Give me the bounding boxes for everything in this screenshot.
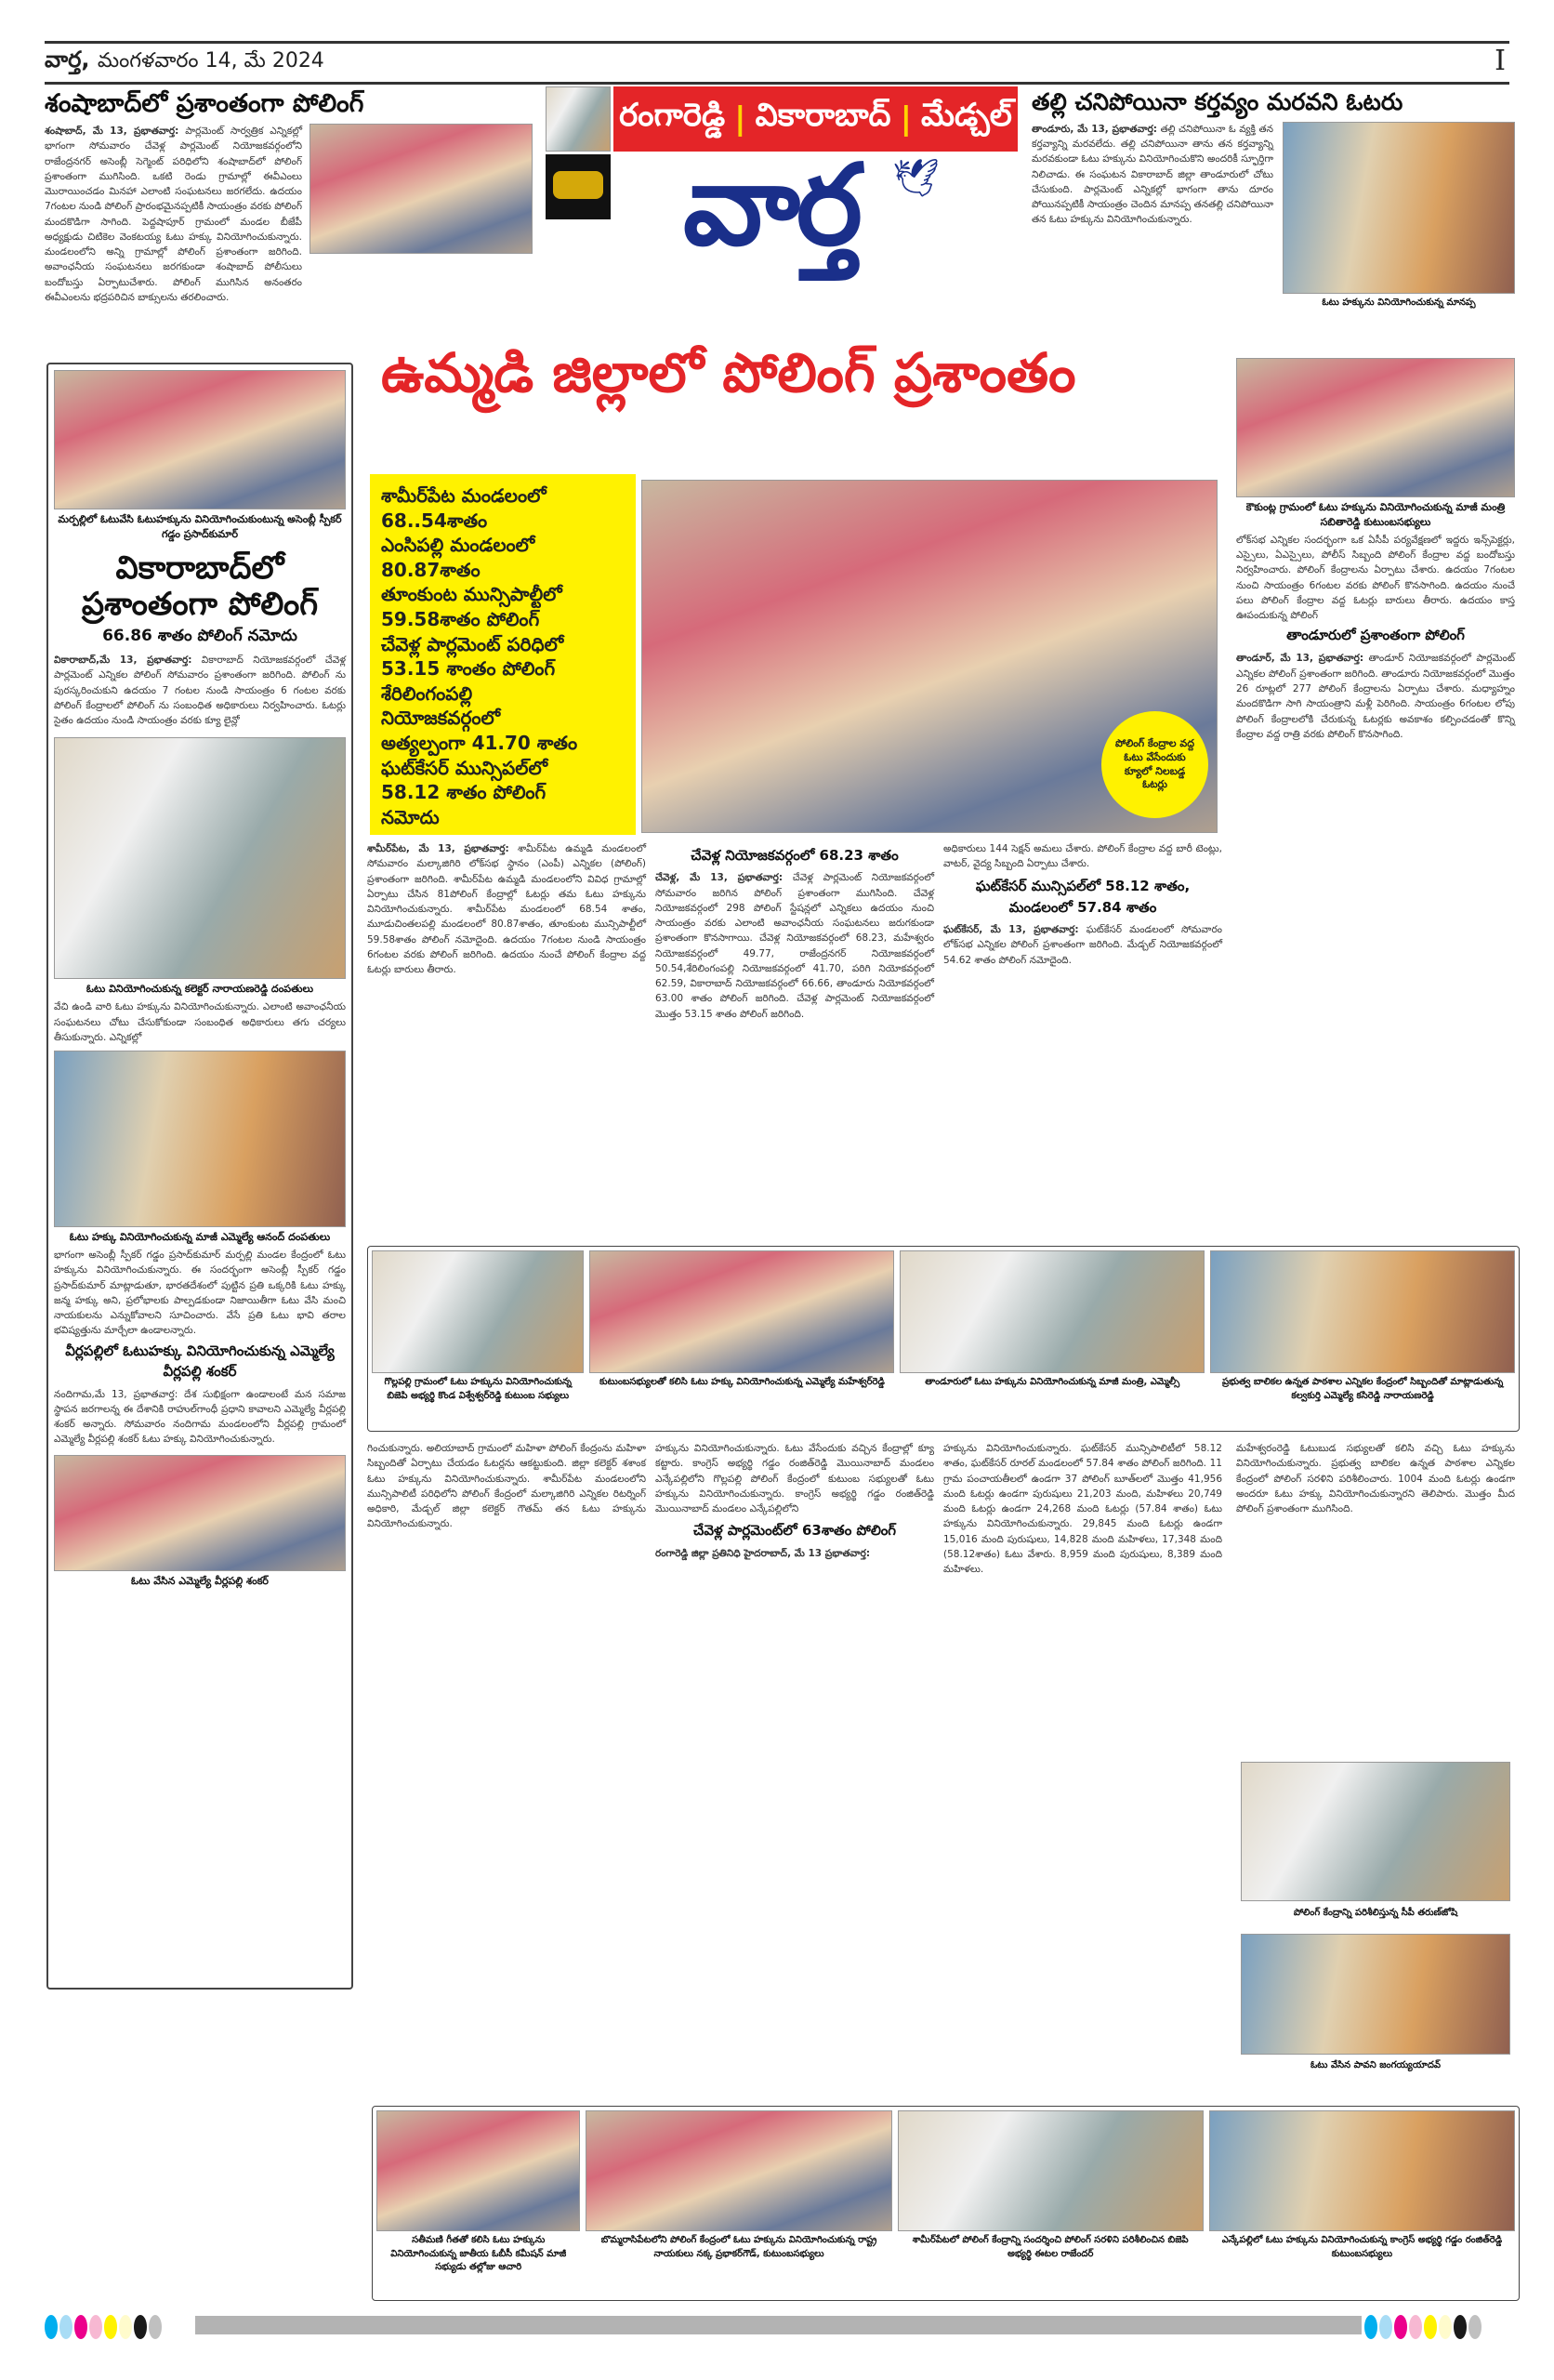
highlight-line: ఎంసిపల్లి మండలంలో xyxy=(381,534,535,557)
main-col-3 xyxy=(943,841,1222,968)
highlight-line: 80.87శాతం xyxy=(381,558,481,581)
photo-caption: ఎన్కేపల్లిలో ఓటు హక్కును వినియోగించుకున్న కాంగ్రెస్ అభ్యర్థి గడ్డం రంజిత్‌రెడ్డి కుటుంబసభ్యులు xyxy=(1221,2235,1503,2259)
photo-caption: ఓటు వేసిన ఎమ్మెల్యే వీర్లపల్లి శంకర్ xyxy=(131,1574,269,1587)
lower-col-2 xyxy=(655,1441,934,1561)
highlights-box xyxy=(370,474,636,835)
paper-name: వార్త xyxy=(45,46,82,73)
voter-photo xyxy=(1283,122,1515,294)
region-vikarabad: వికారాబాద్ xyxy=(755,97,891,134)
highlight-line: 58.12 శాతం పోలింగ్ xyxy=(381,781,547,804)
photo-caption: ఓటు వినియోగించుకున్న కలెక్టర్ నారాయణరెడ్డి దంపతులు xyxy=(86,983,314,996)
subheadline: వీర్లపల్లిలో ఓటుహక్కు వినియోగించుకున్న ఎమ్మెల్యే వీర్లపల్లి శంకర్ xyxy=(65,1342,335,1380)
story-body: వేచి ఉండి వారి ఓటు హక్కును వినియోగించుకున్నారు. ఎలాంటి అవాంఛనీయ సంఘటనలు చోటు చేసుకోకుండా సంబంధిత అధికారులు తగు చర్యలు తీసుకున్నారు. ఎన్నికల్లో xyxy=(54,1001,346,1043)
photo-caption: ఓటు వేసిన పావని జంగయ్యయాదవ్ xyxy=(1310,2060,1441,2070)
photo-caption: ఓటు హక్కును వినియోగించుకున్న మానప్ప xyxy=(1322,297,1476,308)
story-body: నందిగామ,మే 13, ప్రభాతవార్త: దేశ సుభిక్షంగా ఉండాలంటే మన సమాజ స్థాపన జరగాలన్న ఈ దేశానికి రాహుల్‌గాంధీ ప్రధాని కావాలని ఎమ్మెల్యే వీర్లపల్లి శంకర్ అన్నారు. సోమవారం నందిగామ మండలంలోని వీర్లపల్లి గ్రామంలో ఎమ్మెల్యే వీర్లపల్లి శంకర్ ఓటు హక్కు వినియోగించుకున్నారు. xyxy=(54,1388,346,1446)
photo-caption: గొల్లపల్లి గ్రామంలో ఓటు హక్కును వినియోగించుకున్న బిజెపి అభ్యర్థి కొండ విశ్వేశ్వర్‌రెడ్డి కుటుంబ సభ్యులు xyxy=(384,1377,572,1401)
right-column xyxy=(1236,358,1515,742)
story-body: హక్కును వినియోగించుకున్నారు. ఓటు వేసేందుకు వచ్చిన కేంద్రాల్లో క్యూ కట్టారు. కాంగ్రెస్ అభ్యర్థి గడ్డం రంజిత్‌రెడ్డి మొయినాబాద్ మండలం ఎన్కేపల్లిలోని గొల్లపల్లి పోలింగ్ కేంద్రంలో కుటుంబ సభ్యులతో ఓటు హక్కును వినియోగించుకున్నారు. కాంగ్రెస్ అభ్యర్థి గడ్డం రంజిత్‌రెడ్డి మొయినాబాద్ మండలం ఎన్కేపల్లిలోని xyxy=(655,1443,934,1515)
photo-caption: ఓటు హక్కు వినియోగించుకున్న మాజీ ఎమ్మెల్యే ఆనంద్ దంపతులు xyxy=(69,1231,331,1244)
highlight-line: తూంకుంట మున్సిపాల్టీలో xyxy=(381,583,562,606)
collector-photo xyxy=(54,737,346,979)
photo-badge: పోలింగ్ కేంద్రాల వద్ద ఓటు వేసేందుకు క్యూలో నిలబడ్డ ఓటర్లు xyxy=(1101,711,1208,818)
story-body: పార్లమెంట్ సార్వత్రిక ఎన్నికల్లో భాగంగా సోమవారం చేవెళ్ల పార్లమెంట్ నియోజకవర్గంలోని రాజేంద్రనగర్ అసెంబ్లీ సెగ్మెంట్ పరిధిలోని శంషాబాద్‌లో పోలింగ్ ప్రశాంతంగా ముగిసింది. ఒకటి రెండు గ్రామాల్లో ఈవీఎంలు మొరాయించడం మినహా ఎలాంటి సంఘటనలు జరగలేదు. ఉదయం 7గంటల నుండి పోలింగ్ ప్రారంభమైనప్పటికీ సాయంత్రం వరకు పోలింగ్ మందకొడిగా సాగింది. పెద్దషాపూర్ గ్రామంలో మండల బీజేపీ అధ్యక్షుడు చిటికెల వెంకటయ్య ఓటు హక్కు వినియోగించుకున్నారు. మండలంలోని అన్ని గ్రామాల్లో పోలింగ్ ప్రశాంతంగా జరిగింది. అవాంఛనీయ సంఘటనలు జరగకుండా శంషాబాద్ పోలీసులు బందోబస్తు ఏర్పాటుచేశారు. పోలింగ్ ముగిసిన అనంతరం ఈవీఎంలను భద్రపరిచిన బాక్సులను తరలించారు. xyxy=(45,126,302,303)
ranjith-family-photo xyxy=(1209,2110,1515,2231)
top-rule xyxy=(45,41,1509,44)
highlight-line: 59.58శాతం పోలింగ్ xyxy=(381,607,540,630)
deity-image xyxy=(546,154,611,219)
top-right-story xyxy=(1032,89,1515,312)
highlight-line: ఘట్‌కేసర్ మున్సిపల్‌లో xyxy=(381,756,548,779)
main-col-2 xyxy=(655,841,934,1022)
lower-col-3: హక్కును వినియోగించుకున్నారు. ఘట్‌కేసర్ మున్సిపాలిటీలో 58.12 శాతం, ఘట్‌కేసర్ రూరల్ మండలంలో 57.84 శాతం పోలింగ్ జరిగింది. 11 గ్రామ పంచాయతీలలో ఉండగా 37 పోలింగ్ బూత్‌లలో మొత్తం 41,956 మంది ఓటర్లు ఉండగా పురుషులు 21,203 మంది, మహిళలు 20,749 మంది ఓటర్లు ఉండగా 24,268 మంది ఓటర్లు (57.84 శాతం) ఓటు హక్కును వినియోగించుకున్నారు. 29,845 మంది ఓటర్లు ఉండగా 15,016 మంది పురుషులు, 14,828 మంది మహిళలు, 17,348 మంది (58.12శాతం) ఓటు వేశారు. 8,959 మంది పురుషులు, 8,389 మంది మహిళలు. xyxy=(943,1443,1222,1576)
headline: తల్లి చనిపోయినా కర్తవ్యం మరవని ఓటరు xyxy=(1032,88,1403,115)
page-number: I xyxy=(1495,45,1506,77)
registration-marks-left xyxy=(45,2315,164,2339)
region-rangareddy: రంగారెడ్డి xyxy=(619,97,726,134)
tandur-voting-photo xyxy=(900,1250,1205,1373)
highlight-line: నియోజకవర్గంలో xyxy=(381,707,501,730)
headline: వికారాబాద్‌లో ప్రశాంతంగా పోలింగ్ xyxy=(81,549,319,623)
mla-family-photo xyxy=(589,1250,894,1373)
registration-marks-right xyxy=(1364,2315,1483,2339)
dateline: తాండూర్, మే 13, ప్రభాతవార్త: xyxy=(1236,653,1364,665)
dateline: తాండూరు, మే 13, ప్రభాతవార్త: xyxy=(1032,123,1157,135)
story-body: చేవెళ్ల పార్లమెంట్ నియోజకవర్గంలో సోమవారం జరిగిన పోలింగ్ ప్రశాంతంగా ముగిసింది. చేవెళ్ల నియోజకవర్గంలో 298 పోలింగ్ స్టేషన్లలో ఎన్నికలు ఉదయం నుంచి సాయంత్రం వరకు ఎలాంటి అవాంఛనీయ సంఘటనలు జరుగకుండా ప్రశాంతంగా కొనసాగాయి. చేవెళ్ల నియోజకవర్గంలో 68.23, మహేశ్వరం నియోజకవర్గంలో 49.77, రాజేంద్రనగర్ నియోజకవర్గంలో 50.54,శేరిలింగంపల్లి నియోజకవర్గంలో 41.70, పరిగి నియోకవర్గంలో 62.59, వికారాబాద్ నియోజకవర్గంలో 66.66, తాండూరు నియోకవర్గంలో 63.00 శాతం పోలింగ్ జరిగింది. చేవెళ్ల పార్లమెంట్ నియోజకవర్గంలో మొత్తం 53.15 శాతం పోలింగ్ జరిగింది. xyxy=(655,872,935,1020)
pavani-photo xyxy=(1241,1934,1510,2055)
bottom-photo-strip xyxy=(376,2110,1515,2278)
subheadline: తాండూరులో ప్రశాంతంగా పోలింగ్ xyxy=(1286,627,1465,644)
main-col-1 xyxy=(367,841,646,977)
headline: శంషాబాద్‌లో ప్రశాంతంగా పోలింగ్ xyxy=(45,89,364,118)
photo-caption: శామీర్‌పేటలో పోలింగ్ కేంద్రాన్ని సందర్శించి పోలింగ్ సరళిని పరిశీలించిన బిజెపి అభ్యర్థి ఈటల రాజేందర్ xyxy=(912,2235,1189,2259)
story-body: భాగంగా అసెంబ్లీ స్పీకర్ గడ్డం ప్రసాద్‌కుమార్ మర్పల్లి మండల కేంద్రంలో ఓటు హక్కును వినియోగించుకున్నారు. ఈ సందర్భంగా అసెంబ్లీ స్పీకర్ గడ్డం ప్రసాద్‌కుమార్ మాట్లాడుతూ, భారతదేశంలో పుట్టిన ప్రతి ఒక్కరికి ఓటు హక్కు జన్మ హక్కు అని, ప్రలోభాలకు పాల్పడకుండా నిజాయితీగా ఓటు వేసి మంచి నాయకులను ఎన్నుకోవాలని సూచించారు. వేసే ప్రతి ఓటు భావి తరాల భవిష్యత్తును మార్చేలా ఉండాలన్నారు. xyxy=(54,1250,346,1337)
subheadline: 66.86 శాతం పోలింగ్ నమోదు xyxy=(102,627,297,646)
mla-shankar-photo xyxy=(54,1455,346,1571)
story-body: ఘట్‌కేసర్ మండలంలో సోమవారం లోక్‌సభ ఎన్నికల పోలింగ్ ప్రశాంతంగా జరిగింది. మేడ్చల్ నియోజకవర్గంలో 54.62 శాతం పోలింగ్ నమోదైంది. xyxy=(943,924,1222,966)
photo-caption: బొమ్మరాసిపేటలోని పోలింగ్ కేంద్రంలో ఓటు హక్కును వినియోగించుకున్న రాష్ట్ర నాయకులు నక్క ప్రభాకర్‌గౌడ్, కుటుంబసభ్యులు xyxy=(600,2235,877,2259)
masthead-rule xyxy=(45,82,1509,85)
photo-caption: సతీమణి గీతతో కలిసి ఓటు హక్కును వినియోగించుకున్న జాతీయ ఓబీసీ కమీషన్ మాజీ సభ్యుడు తల్లోజు ఆచారి xyxy=(390,2235,567,2272)
highlight-line: నమోదు xyxy=(381,805,440,828)
story-body: తల్లి చనిపోయినా ఓ వ్యక్తి తన కర్తవ్యాన్ని మరవలేదు. తల్లి చనిపోయినా తాను తన కర్తవ్యాన్ని మరవకుండా ఓటు హక్కును వినియోగించుకొని అందరికీ స్ఫూర్తిగా నిలిచాడు. ఈ సంఘటన వికారాబాద్ జిల్లా తాండూరులో చోటు చేసుకుంది. పార్లమెంట్ ఎన్నికల్లో భాగంగా తాను దూరం పోయినప్పటికీ సాయంత్రం చెందిన మానప్ప తనతల్లి చనిపోయినా తన ఓటు హక్కును వినియోగించుకున్నారు. xyxy=(1032,123,1274,226)
gollapalli-photo xyxy=(372,1250,584,1373)
mla-photo xyxy=(54,1051,346,1227)
lower-col-1: గించుకున్నారు. అలియాబాద్ గ్రామంలో మహిళా పోలింగ్ కేంద్రంను మహిళా సిబ్బందితో ఏర్పాటు చేయడం ఓటర్లను ఆకట్టుకుంది. జిల్లా కలెక్టర్ శశాంక ఓటు హక్కును వినియోగించుకున్నారు. శామీర్‌పేట మండలంలోని మున్సిపాలిటీ పరిధిలోని పోలింగ్ కేంద్రంలో మల్కాజిగిరి ఎన్నికల రిటర్నింగ్ అధికారి, మేడ్చల్ జిల్లా కలెక్టర్ గౌతమ్ తన ఓటు హక్కును వినియోగించుకున్నారు. xyxy=(367,1443,646,1530)
story-body: వికారాబాద్ నియోజకవర్గంలో చేవెళ్ల పార్లమెంట్ ఎన్నికల పోలింగ్ సోమవారం ప్రశాంతంగా జరిగింది. పోలింగ్ ను పురస్కరించుకుని ఉదయం 7 గంటల నుండి సాయంత్రం 6 గంటల వరకు పోలింగ్ కేంద్రాలలో పోలింగ్ ను సంబంధిత అధికారులు నిర్వహించారు. ఓటర్లు సైతం ఉదయం నుండి సాయంత్రం వరకు క్యూ లైన్లో xyxy=(54,654,347,727)
story-body: లోక్‌సభ ఎన్నికల సందర్భంగా ఒక ఏసీపీ పర్యవేక్షణలో ఇద్దరు ఇన్స్‌పెక్టర్లు, ఎస్సైలు, ఏఎస్సైలు, పోలీస్ సిబ్బంది పోలింగ్ కేంద్రాల వద్ద బందోబస్తు నిర్వహించారు. పోలింగ్ కేంద్రాలను ఏర్పాటు చేశారు. ఉదయం 7గంటల నుంచి సాయంత్రం 6గంటల వరకు పోలింగ్ కొనసాగింది. ఉదయం నుంచే పలు పోలింగ్ కేంద్రాల వద్ద ఓటర్లు బారులు తీరారు. ఉదయం కాస్త ఊపందుకున్న పోలింగ్ xyxy=(1236,534,1515,622)
sabitha-family-photo xyxy=(1236,358,1515,497)
region-medchal: మేడ్చల్ xyxy=(920,97,1012,134)
dateline: శంషాబాద్, మే 13, ప్రభాతవార్త: xyxy=(45,126,179,138)
story-photo xyxy=(309,124,533,254)
photo-caption: కౌకుంట్ల గ్రామంలో ఓటు హక్కును వినియోగించుకున్న మాజీ మంత్రి సబితారెడ్డి కుటుంబసభ్యులు xyxy=(1245,501,1506,528)
left-column xyxy=(54,370,346,1592)
photo-caption: మర్పల్లిలో ఓటువేసి ఓటుహక్కును వినియోగించుకుంటున్న అసెంబ్లీ స్పీకర్ గడ్డం ప్రసాద్‌కుమార్ xyxy=(58,513,342,540)
highlight-line: చేవెళ్ల పార్లమెంట్ పరిధిలో xyxy=(381,632,564,655)
achari-photo xyxy=(376,2110,580,2231)
photo-caption: ప్రభుత్వ బాలికల ఉన్నత పాఠశాల ఎన్నికల కేంద్రంలో సిబ్బందితో మాట్లాడుతున్న కల్వకుర్తి ఎమ్మెల్యే కసిరెడ్డి నారాయణరెడ్డి xyxy=(1221,1377,1504,1401)
highlight-line: శేరిలింగంపల్లి xyxy=(381,681,473,705)
highlight-line: 53.15 శాంతం పోలింగ్ xyxy=(381,657,556,681)
photo-caption: కుటుంబసభ్యులతో కలిసి ఓటు హక్కు వినియోగించుకున్న ఎమ్మెల్యే మహేశ్వర్‌రెడ్డి xyxy=(599,1377,885,1387)
highlight-line: 68..54శాతం xyxy=(381,509,488,532)
dove-icon: 🕊 xyxy=(892,157,940,200)
subheadline: చేవెళ్ల పార్లమెంట్‌లో 63శాతం పోలింగ్ xyxy=(692,1522,897,1540)
subheadline: చేవెళ్ల నియోజకవర్గంలో 68.23 శాతం xyxy=(691,847,899,864)
story-body: తాండూర్ నియోజకవర్గంలో పార్లమెంట్ ఎన్నికల పోలింగ్ ప్రశాంతంగా జరిగింది. తాండూరు నియోజకవర్గంలో మొత్తం 26 రూట్లలో 277 పోలింగ్ కేంద్రాలను ఏర్పాటు చేశారు. మధ్యాహ్నం మందకొడిగా సాగి సాయంత్రాని మళ్లీ పెరిగింది. సాయంత్రం 6గంటల లోపు పోలింగ్ కేంద్రాలలోకి చేరుకున్న ఓటర్లకు అవకాశం కల్పించడంతో కొన్ని కేంద్రాల వద్ద రాత్రి వరకు పోలింగ్ కొనసాగింది. xyxy=(1236,653,1515,740)
dateline: ఘట్‌కేసర్, మే 13, ప్రభాతవార్త: xyxy=(943,924,1079,936)
temple-image xyxy=(546,86,611,152)
story-body: శామీర్‌పేట ఉమ్మడి మండలంలో సోమవారం మల్కాజిగిరి లోక్‌సభ స్థానం (ఎంపీ) ఎన్నికల (పోలింగ్) ప్రశాంతంగా జరిగింది. శామీర్‌పేట ఉమ్మడి మండలంలోని వివిధ గ్రామాల్లో ఏర్పాటు చేసిన 81పోలింగ్ కేంద్రాల్లో ఓటర్లు తమ ఓటు హక్కును వినియోగించుకున్నారు. శామీర్‌పేట మండలంలో 68.54 శాతం, మూడుచింతలపల్లి మండలంలో 80.87శాతం, తూంకుంట మున్సిపాల్టీలో 59.58శాతం పోలింగ్ నమోదైంది. ఉదయం 7గంటల నుండి సాయంత్రం 6గంటల వరకు పోలింగ్ జరిగింది. ఉదయం నుంచే పోలింగ్ కేంద్రాల వద్ద ఓటర్లు బారులు తీరారు. xyxy=(367,843,646,976)
police-inspection-photo xyxy=(1241,1762,1510,1901)
dateline: శామీర్‌పేట, మే 13, ప్రభాతవార్త: xyxy=(367,843,509,854)
dateline: చేవెళ్ల, మే 13, ప్రభాతవార్త: xyxy=(655,872,784,884)
story-body: అధికారులు 144 సెక్షన్ అమలు చేశారు. పోలింగ్ కేంద్రాల వద్ద బారీ టెంట్లు, వాటర్, వైద్య సిబ్బంది ఏర్పాటు చేశారు. xyxy=(943,843,1222,870)
lower-col-4: మహేశ్వరంరెడ్డి ఓటుబుడ సభ్యులతో కలిసి వచ్చి ఓటు హక్కును వినియోగించుకున్నారు. ప్రభుత్వ బాలికల ఉన్నత పాఠశాల ఎన్నికల కేంద్రంలో పోలింగ్ సరళిని పరిశీలించారు. 1004 మంది ఓటర్లు ఉండగా అందరూ ఓటు హక్కు వినియోగించుకున్నారని తెలిపారు. మొత్తం మీద పోలింగ్ ప్రశాంతంగా ముగిసింది. xyxy=(1236,1443,1515,1515)
middle-photo-strip xyxy=(372,1250,1515,1406)
issue-date: మంగళవారం 14, మే 2024 xyxy=(97,49,324,73)
school-poll-photo xyxy=(1210,1250,1515,1373)
registration-bar xyxy=(195,2316,1362,2334)
top-left-story xyxy=(45,89,533,305)
main-headline: ఉమ్మడి జిల్లాలో పోలింగ్ ప్రశాంతం xyxy=(381,341,1076,404)
etela-rajender-photo xyxy=(898,2110,1204,2231)
speaker-photo xyxy=(54,370,346,509)
subheadline: ఘట్‌కేసర్ మున్సిపల్‌లో 58.12 శాతం, మండలంలో 57.84 శాతం xyxy=(975,877,1191,916)
photo-caption: తాండూరులో ఓటు హక్కును వినియోగించుకున్న మాజీ మంత్రి, ఎమ్మెల్సీ xyxy=(925,1377,1180,1387)
highlight-line: అత్యల్పంగా 41.70 శాతం xyxy=(381,731,578,754)
highlight-line: శామీర్‌పేట మండలంలో xyxy=(381,484,547,507)
prabhakar-family-photo xyxy=(586,2110,891,2231)
folio: వార్త, మంగళవారం 14, మే 2024 xyxy=(45,46,324,73)
photo-caption: పోలింగ్ కేంద్రాన్ని పరిశీలిస్తున్న సీపీ తరుణ్‌జోషి xyxy=(1293,1908,1458,1918)
region-band: రంగారెడ్డి | వికారాబాద్ | మేడ్చల్ xyxy=(613,86,1018,152)
dateline: వికారాబాద్,మే 13, ప్రభాతవార్త: xyxy=(54,654,192,667)
dateline: రంగారెడ్డి జిల్లా ప్రతినిధి హైదరాబాద్, మే 13 ప్రభాతవార్త: xyxy=(655,1547,871,1559)
vaartha-logo: వార్త xyxy=(683,139,859,271)
